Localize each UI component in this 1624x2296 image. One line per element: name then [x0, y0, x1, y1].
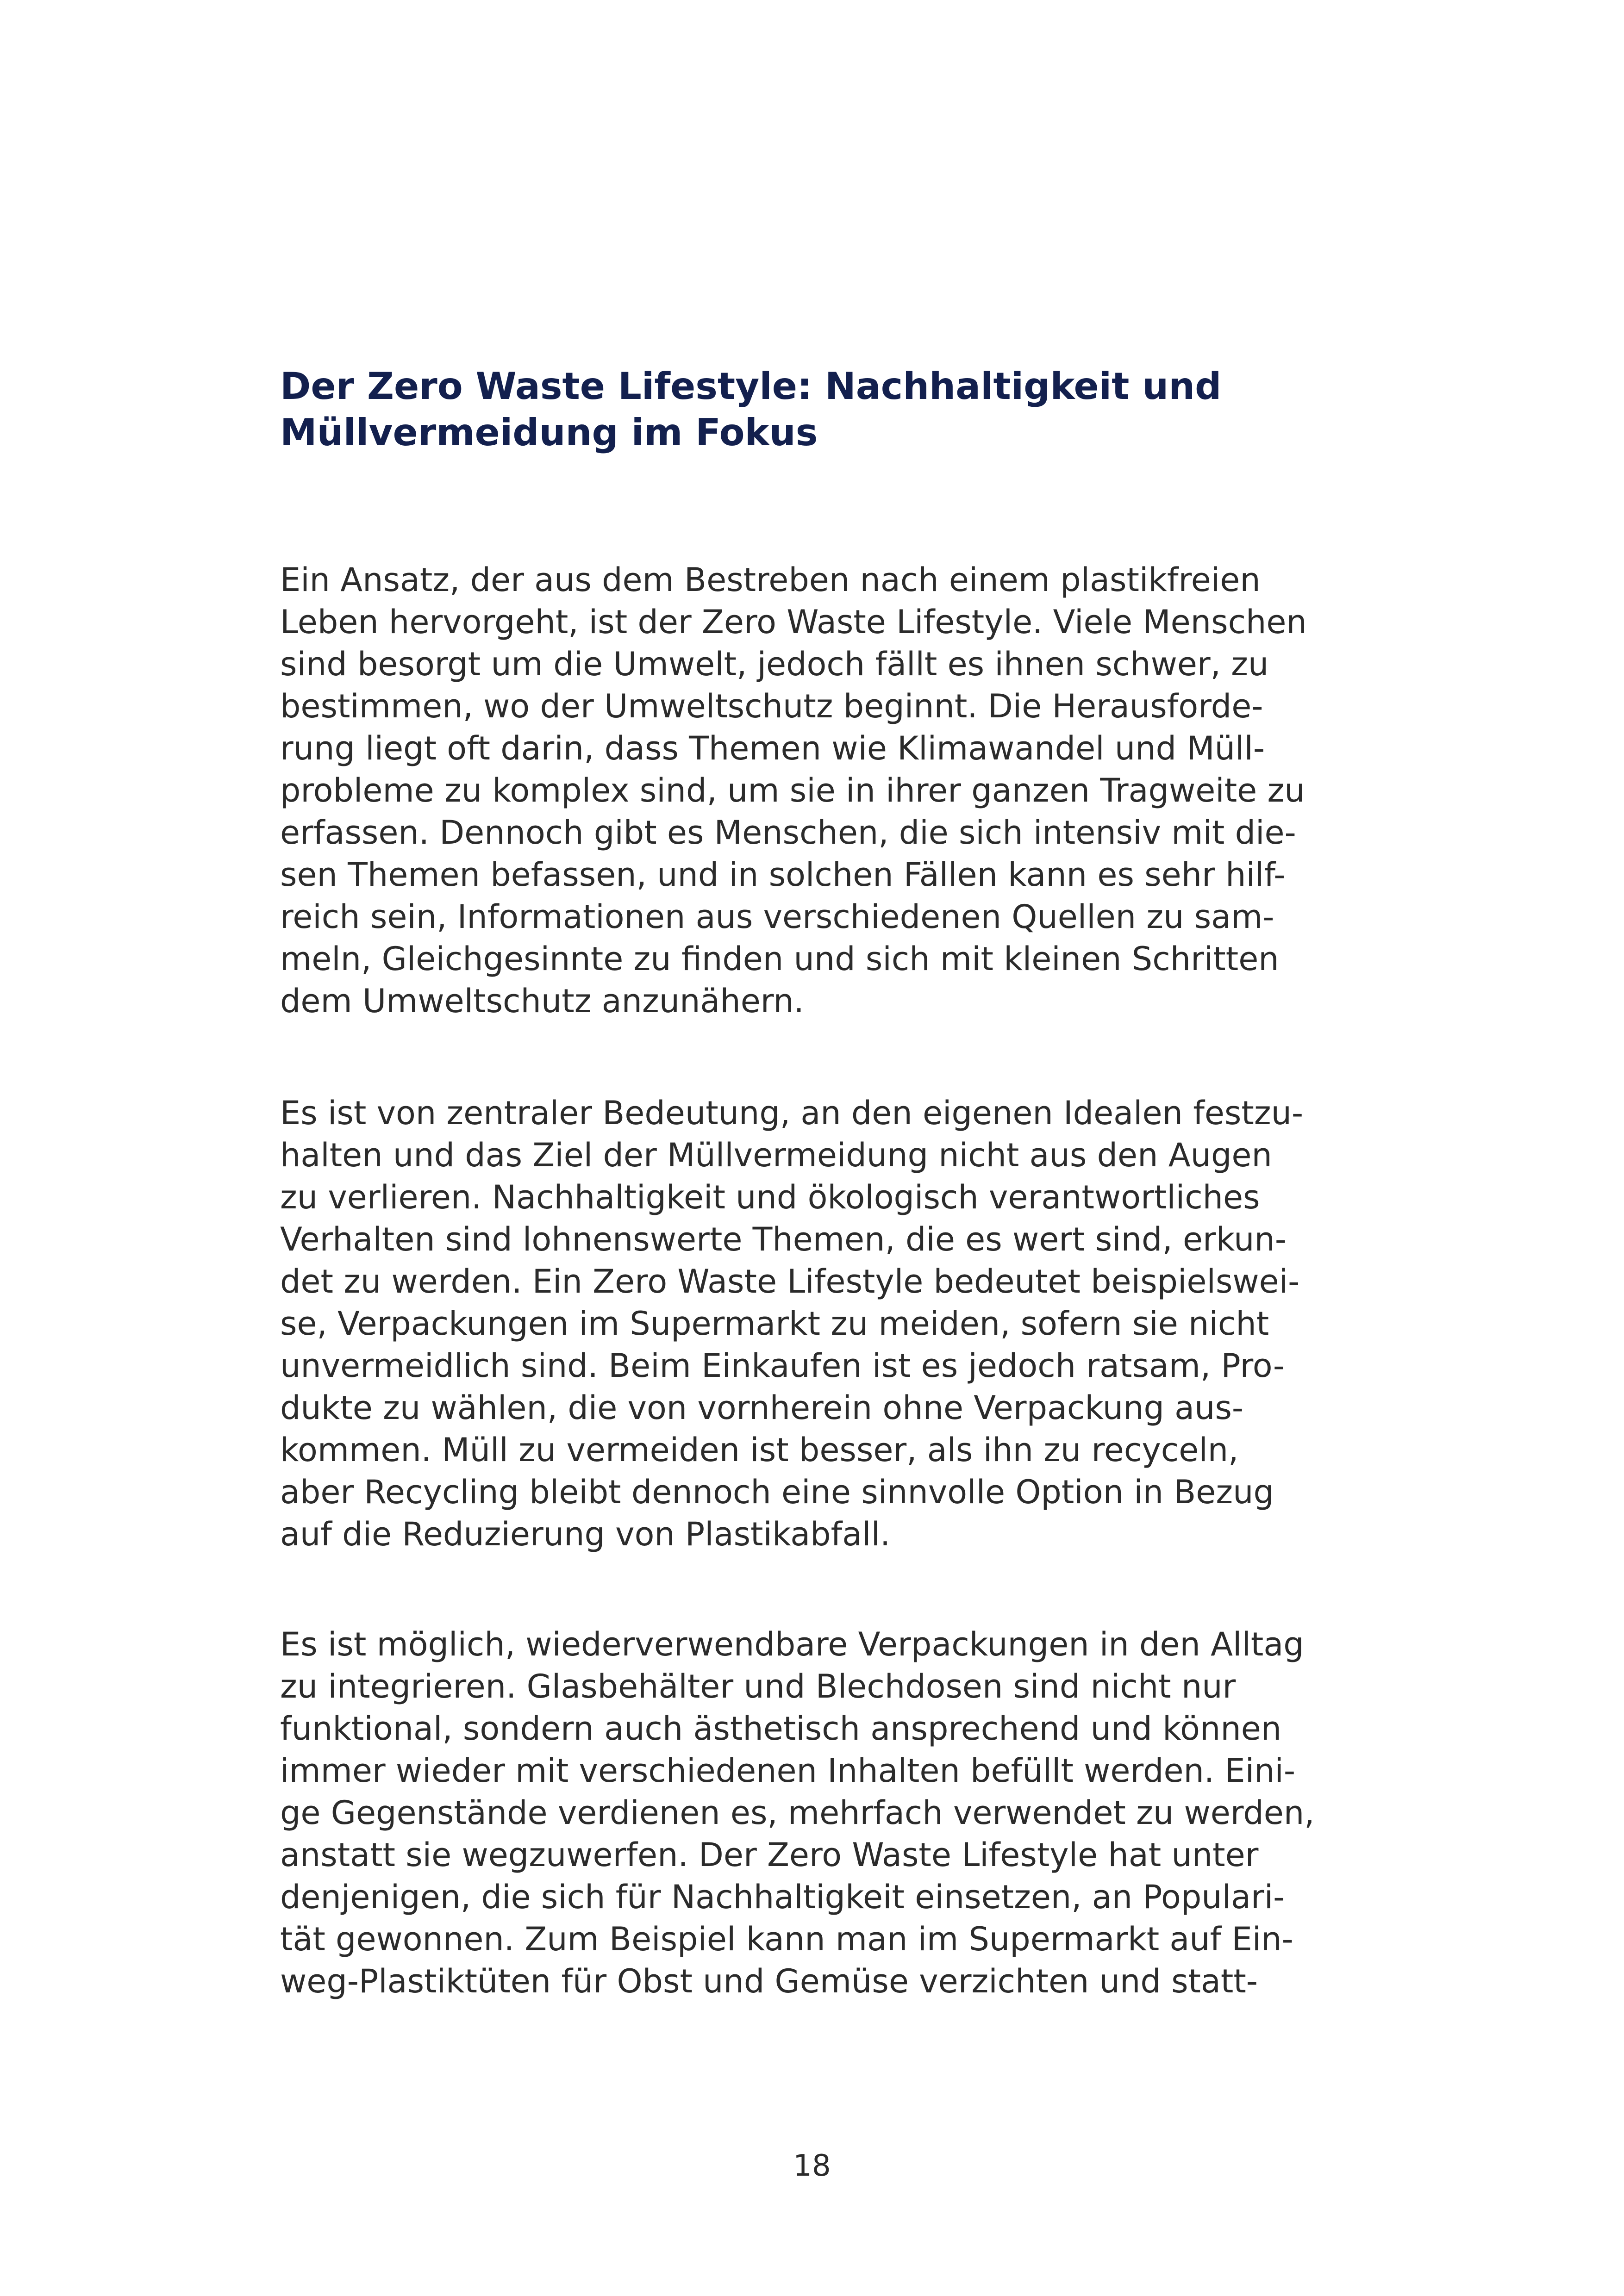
- text-line: meln, Gleichgesinnte zu finden und sich mit kleinen Schritten: [280, 940, 1279, 978]
- text-line: sen Themen befassen, und in solchen Fällen kann es sehr hilf-: [280, 856, 1286, 894]
- text-line: dukte zu wählen, die von vornherein ohne Verpackung aus-: [280, 1389, 1244, 1427]
- text-line: Verhalten sind lohnenswerte Themen, die es wert sind, erkun-: [280, 1220, 1287, 1258]
- text-line: funktional, sondern auch ästhetisch ansprechend und können: [280, 1710, 1282, 1748]
- text-line: Es ist möglich, wiederverwendbare Verpackungen in den Alltag: [280, 1625, 1304, 1663]
- text-line: Es ist von zentraler Bedeutung, an den eigenen Idealen festzu-: [280, 1094, 1304, 1132]
- chapter-heading-line-1: Der Zero Waste Lifestyle: Nachhaltigkeit und: [280, 365, 1222, 408]
- text-line: se, Verpackungen im Supermarkt zu meiden, sofern sie nicht: [280, 1305, 1269, 1343]
- text-line: anstatt sie wegzuwerfen. Der Zero Waste Lifestyle hat unter: [280, 1836, 1259, 1874]
- chapter-heading: [280, 363, 1350, 456]
- text-line: probleme zu komplex sind, um sie in ihrer ganzen Tragweite zu: [280, 772, 1305, 809]
- text-line: tät gewonnen. Zum Beispiel kann man im Supermarkt auf Ein-: [280, 1920, 1293, 1958]
- paragraph-1: [280, 559, 1350, 1022]
- page-number: 18: [793, 2149, 831, 2183]
- text-line: weg-Plastiktüten für Obst und Gemüse verzichten und statt-: [280, 1962, 1258, 2000]
- chapter-heading-line-2: Müllvermeidung im Fokus: [280, 411, 818, 454]
- text-line: halten und das Ziel der Müllvermeidung nicht aus den Augen: [280, 1136, 1272, 1174]
- paragraph-3: [280, 1624, 1350, 2003]
- text-line: zu verlieren. Nachhaltigkeit und ökologisch verantwortliches: [280, 1178, 1260, 1216]
- text-line: immer wieder mit verschiedenen Inhalten befüllt werden. Eini-: [280, 1752, 1296, 1790]
- text-line: sind besorgt um die Umwelt, jedoch fällt es ihnen schwer, zu: [280, 645, 1269, 683]
- text-line: Ein Ansatz, der aus dem Bestreben nach einem plastikfreien: [280, 561, 1261, 599]
- text-line: ge Gegenstände verdienen es, mehrfach verwendet zu werden,: [280, 1794, 1315, 1832]
- text-line: zu integrieren. Glasbehälter und Blechdosen sind nicht nur: [280, 1668, 1236, 1705]
- text-line: rung liegt oft darin, dass Themen wie Klimawandel und Müll-: [280, 729, 1265, 767]
- text-line: bestimmen, wo der Umweltschutz beginnt. Die Herausforde-: [280, 687, 1263, 725]
- text-line: unvermeidlich sind. Beim Einkaufen ist es jedoch ratsam, Pro-: [280, 1347, 1285, 1385]
- text-line: det zu werden. Ein Zero Waste Lifestyle bedeutet beispielswei-: [280, 1263, 1300, 1300]
- paragraph-2: [280, 1092, 1350, 1556]
- text-line: Leben hervorgeht, ist der Zero Waste Lifestyle. Viele Menschen: [280, 603, 1307, 641]
- text-line: auf die Reduzierung von Plastikabfall.: [280, 1515, 891, 1553]
- text-line: aber Recycling bleibt dennoch eine sinnvolle Option in Bezug: [280, 1473, 1274, 1511]
- text-line: erfassen. Dennoch gibt es Menschen, die sich intensiv mit die-: [280, 814, 1296, 852]
- text-line: kommen. Müll zu vermeiden ist besser, als ihn zu recyceln,: [280, 1431, 1239, 1469]
- text-line: denjenigen, die sich für Nachhaltigkeit einsetzen, an Populari-: [280, 1878, 1285, 1916]
- text-line: reich sein, Informationen aus verschiedenen Quellen zu sam-: [280, 898, 1274, 936]
- text-line: dem Umweltschutz anzunähern.: [280, 982, 804, 1020]
